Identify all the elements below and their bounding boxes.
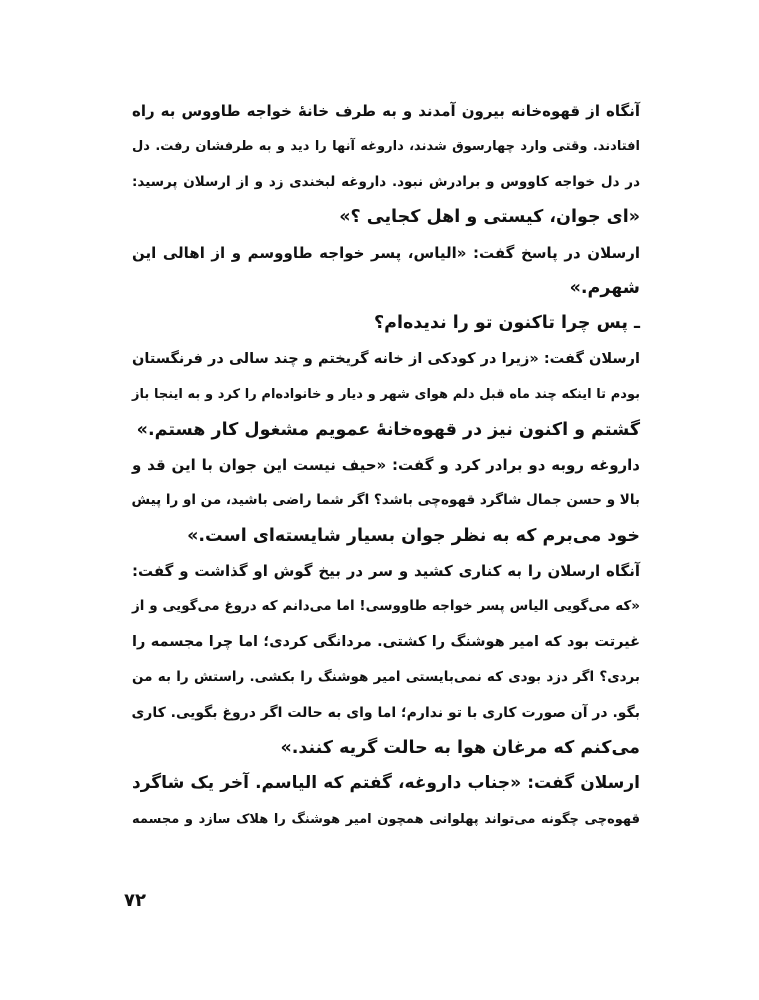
body-text [132, 94, 640, 837]
text-line: قهوه‌چی چگونه می‌تواند پهلوانی همچون امیر هوشنگ را هلاک سازد و مجسمه [132, 811, 640, 827]
text-line: بالا و حسن جمال شاگرد قهوه‌چی باشد؟ اگر شما راضی باشید، من او را پیش [131, 492, 640, 509]
text-line: در دل خواجه کاووس و برادرش نبود. داروغه لبخندی زد و از ارسلان پرسید: [132, 173, 640, 190]
text-line: «که می‌گویی الیاس پسر خواجه طاووسی! اما می‌دانم که دروغ می‌گویی و از [132, 598, 640, 615]
text-line: می‌کنم که مرغان هوا به حالت گریه کنند.» [280, 738, 640, 759]
text-line: گشتم و اکنون نیز در قهوه‌خانهٔ عمویم مشغول کار هستم.» [136, 419, 640, 440]
text-line: بردی؟ اگر دزد بودی که نمی‌بایستی امیر هوشنگ را بکشی. راستش را به من [132, 669, 640, 686]
page-number: ۷۲ [124, 890, 146, 911]
text-line: ارسلان در پاسخ گفت: «الیاس، پسر خواجه طاووسم و از اهالی این [132, 243, 640, 262]
text-line: آنگاه از قهوه‌خانه بیرون آمدند و به طرف خانهٔ خواجه طاووس به راه [132, 102, 640, 120]
text-line: ـ پس چرا تاکنون تو را ندیده‌ام؟ [374, 313, 640, 334]
text-line: داروغه روبه دو برادر کرد و گفت: «حیف نیست این جوان با این قد و [132, 455, 640, 474]
text-line: بودم تا اینکه چند ماه قبل دلم هوای شهر و دیار و خانواده‌ام را کرد و به اینجا باز [132, 387, 640, 403]
text-line: ارسلان گفت: «زیرا در کودکی از خانه گریختم و چند سالی در فرنگستان [132, 350, 640, 367]
text-line: ارسلان گفت: «جناب داروغه، گفتم که الیاسم. آخر یک شاگرد [132, 773, 640, 794]
text-line: خود می‌برم که به نظر جوان بسیار شایسته‌ای است.» [187, 525, 640, 546]
text-line: بگو. در آن صورت کاری با تو ندارم؛ اما وای به حالت اگر دروغ بگویی. کاری [131, 704, 640, 721]
text-line: افتادند. وقتی وارد چهارسوق شدند، داروغه آنها را دید و به طرفشان رفت. دل [132, 139, 640, 155]
text-line: «ای جوان، کیستی و اهل کجایی ؟» [339, 207, 640, 228]
text-line: غیرتت بود که امیر هوشنگ را کشتی. مردانگی کردی؛ اما چرا مجسمه را [132, 633, 640, 650]
text-line: شهرم.» [569, 277, 640, 298]
text-line: آنگاه ارسلان را به کناری کشید و سر در بیخ گوش او گذاشت و گفت: [132, 562, 640, 581]
